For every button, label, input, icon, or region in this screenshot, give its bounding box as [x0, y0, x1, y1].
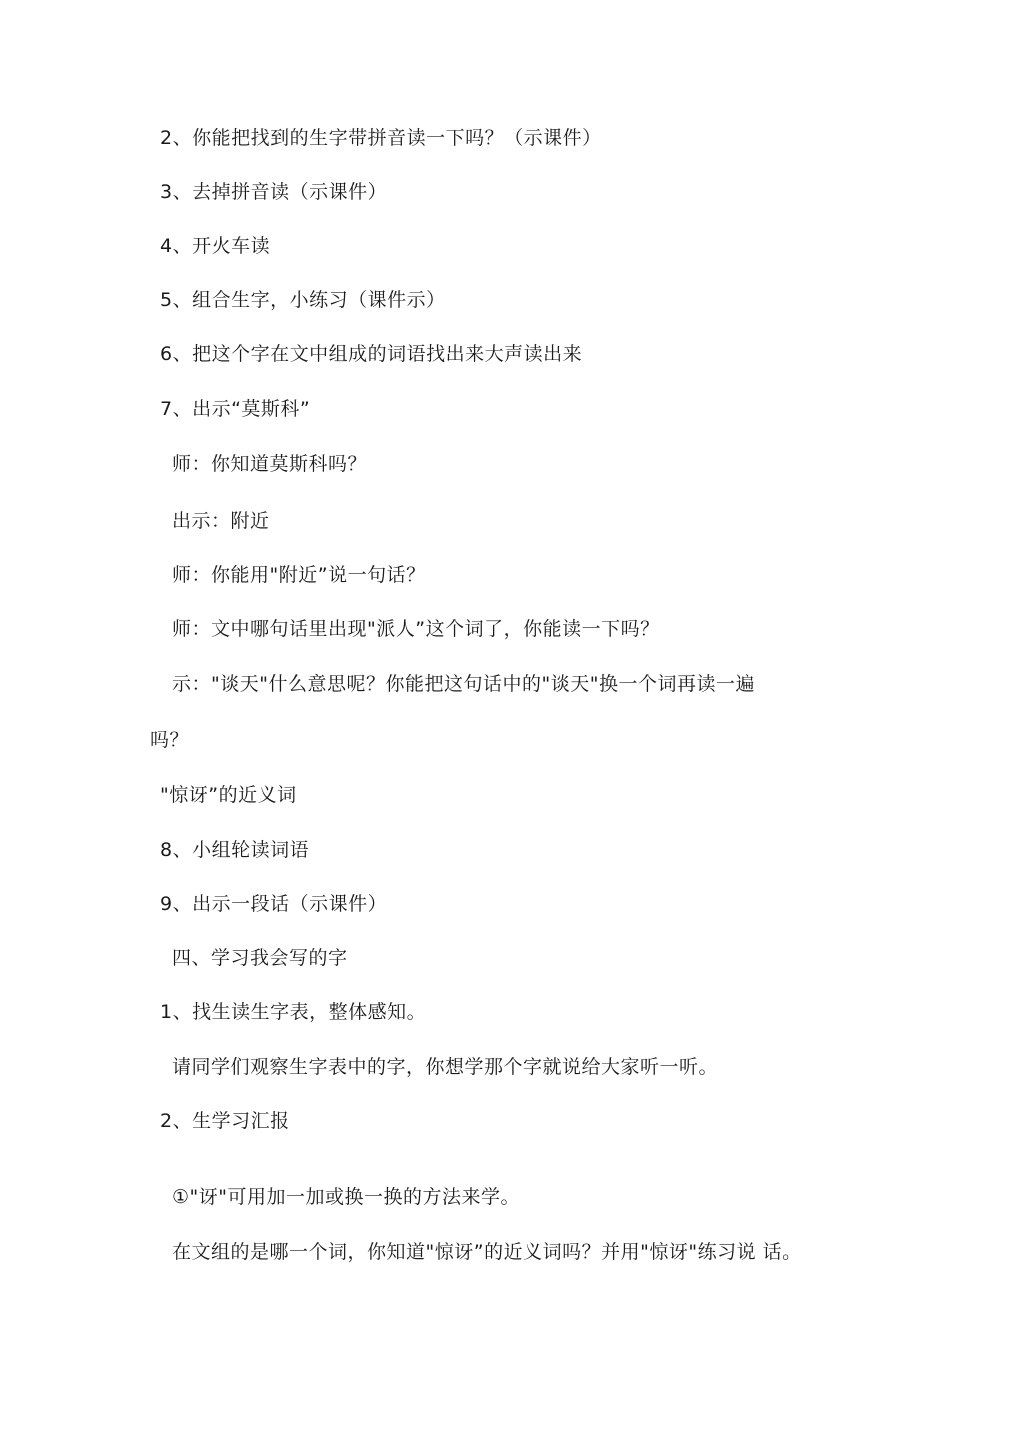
- show-chat-meaning-continued: 吗？: [150, 729, 190, 751]
- step-9-show-paragraph: 9、出示一段话（示课件）: [160, 893, 388, 915]
- teacher-question-nearby: 师：你能用"附近”说一句话？: [172, 564, 426, 586]
- section-4-step-1: 1、找生读生字表，整体感知。: [160, 1001, 427, 1023]
- step-3-read-without-pinyin: 3、去掉拼音读（示课件）: [160, 181, 388, 203]
- show-nearby: 出示：附近: [172, 510, 270, 532]
- step-6-find-words: 6、把这个字在文中组成的词语找出来大声读出来: [160, 343, 583, 365]
- section-4-step-2: 2、生学习汇报: [160, 1110, 290, 1132]
- step-7-show-moscow: 7、出示“莫斯科”: [160, 398, 311, 420]
- teacher-question-moscow: 师：你知道莫斯科吗？: [172, 453, 368, 475]
- surprise-synonym: "惊讶”的近义词: [160, 784, 297, 806]
- item-1-ya-character: ①"讶"可用加一加或换一换的方法来学。: [172, 1186, 521, 1208]
- step-2-read-with-pinyin: 2、你能把找到的生字带拼音读一下吗？（示课件）: [160, 127, 602, 149]
- observe-character-table: 请同学们观察生字表中的字，你想学那个字就说给大家听一听。: [172, 1056, 719, 1078]
- step-8-group-reading: 8、小组轮读词语: [160, 839, 310, 861]
- show-chat-meaning: 示："谈天"什么意思呢？你能把这句话中的"谈天"换一个词再读一遍: [172, 673, 755, 695]
- surprise-word-practice: 在文组的是哪一个词，你知道"惊讶”的近义词吗？并用"惊讶"练习说 话。: [172, 1241, 802, 1263]
- step-5-combine-characters: 5、组合生字，小练习（课件示）: [160, 289, 446, 311]
- step-4-train-reading: 4、开火车读: [160, 235, 271, 257]
- section-4-heading: 四、学习我会写的字: [172, 947, 348, 969]
- teacher-question-send: 师：文中哪句话里出现"派人”这个词了，你能读一下吗？: [172, 618, 660, 640]
